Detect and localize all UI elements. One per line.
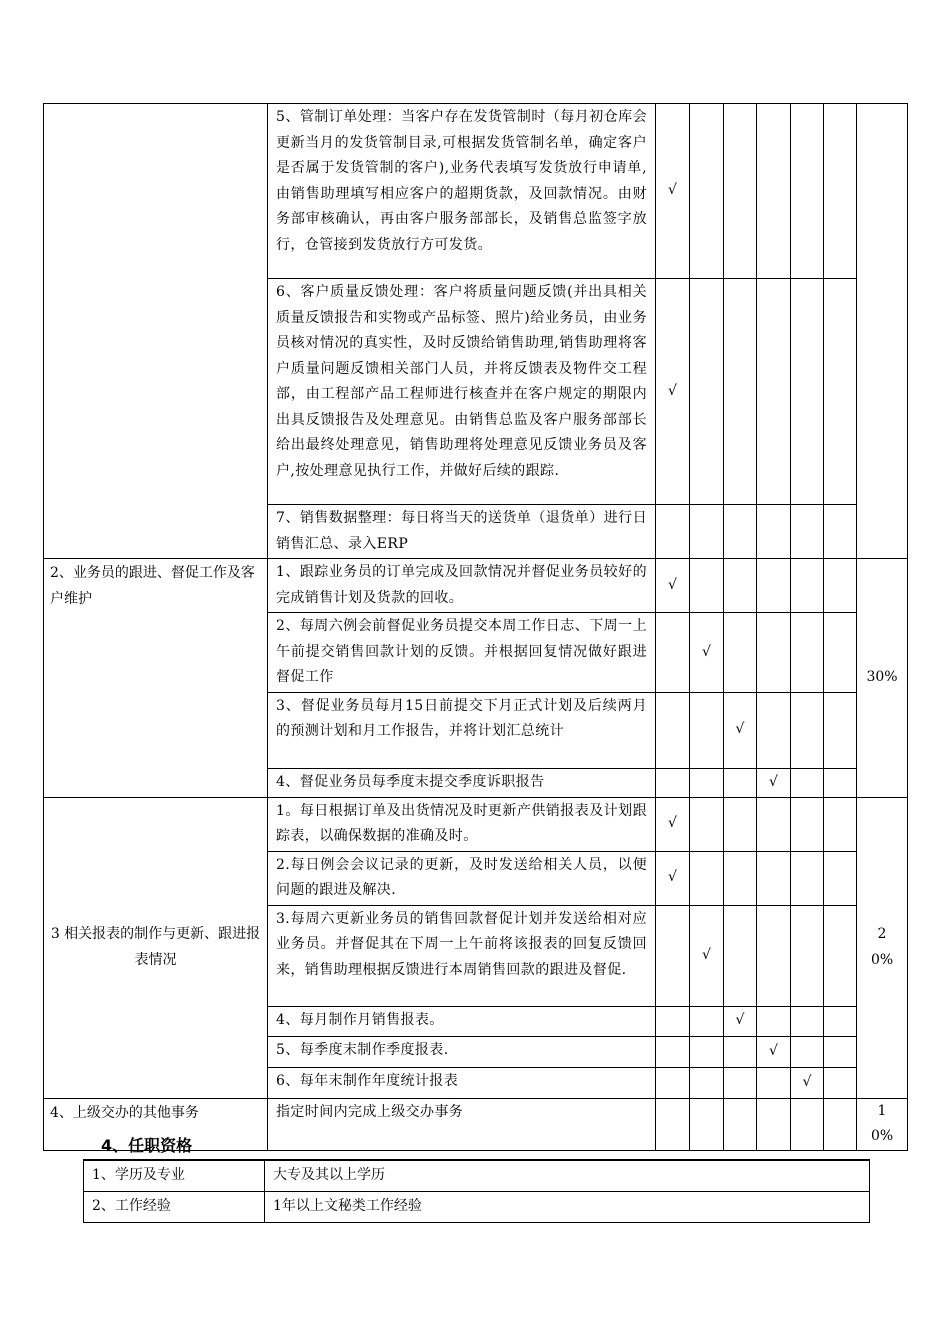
check-cell [791,905,824,1006]
table-row [84,1160,870,1191]
check-mark-icon: √ [702,643,711,660]
check-cell [656,613,690,693]
check-cell [724,1067,757,1098]
check-cell [824,1006,857,1036]
check-cell [724,768,757,797]
check-cell [656,768,690,797]
check-cell [791,797,824,851]
weight-value: 10% [857,1098,908,1150]
check-cell [690,692,724,768]
qualifications-table [83,1159,870,1223]
duty-description: 4、每月制作月销售报表。 [268,1006,656,1036]
check-cell [724,851,757,905]
check-cell [824,797,857,851]
check-cell [690,851,724,905]
check-cell [656,505,690,559]
table-row [44,104,908,279]
weight-cell-empty [857,104,908,559]
check-cell [724,905,757,1006]
duty-description: 6、客户质量反馈处理：客户将质量问题反馈(并出具相关质量反馈报告和实物或产品标签、照片)给业务员，由业务员核对情况的真实性，及时反馈给销售助理,销售助理将客户质量问题反馈相关部门人员，并将反馈表及物件交工程部，由工程部产品工程师进行核查并在客户规定的期限内出具反馈报告及处理意见。由销售总监及客户服务部部长给出最终处理意见，销售助理将处理意见反馈业务员及客户,按处理意见执行工作，并做好后续的跟踪. [268,279,656,505]
check-mark-icon: √ [668,182,677,199]
check-mark-icon: √ [668,869,677,886]
check-cell [690,1067,724,1098]
duty-description: 3.每周六更新业务员的销售回款督促计划并发送给相对应业务员。并督促其在下周一上午前将该报表的回复反馈回来，销售助理根据反馈进行本周销售回款的跟进及督促. [268,905,656,1006]
check-cell [724,505,757,559]
check-cell [656,905,690,1006]
weight-value: 30% [857,559,908,798]
check-cell [791,1098,824,1150]
check-cell [656,797,690,851]
check-cell [690,559,724,613]
table-row [44,797,908,851]
check-cell [724,559,757,613]
check-cell [824,851,857,905]
check-cell [724,692,757,768]
check-cell [690,505,724,559]
check-cell [690,905,724,1006]
check-cell [724,797,757,851]
check-cell [791,1067,824,1098]
check-cell [791,559,824,613]
check-cell [824,905,857,1006]
check-cell [757,559,791,613]
check-mark-icon: √ [769,773,778,790]
check-cell [791,851,824,905]
check-cell [824,559,857,613]
check-cell [656,559,690,613]
check-cell [724,104,757,279]
table-row [44,559,908,613]
duty-description: 1。每日根据订单及出货情况及时更新产供销报表及计划跟踪表，以确保数据的准确及时。 [268,797,656,851]
check-cell [656,851,690,905]
check-cell [791,768,824,797]
check-cell [724,279,757,505]
duty-description: 2、每周六例会前督促业务员提交本周工作日志、下周一上午前提交销售回款计划的反馈。并根据回复情况做好跟进督促工作 [268,613,656,693]
check-cell [824,1036,857,1067]
check-cell [791,613,824,693]
check-cell [724,613,757,693]
check-cell [690,104,724,279]
check-mark-icon: √ [735,721,745,738]
qualification-value: 1年以上文秘类工作经验 [265,1191,870,1222]
qualification-value: 大专及其以上学历 [265,1160,870,1191]
check-cell [757,768,791,797]
check-cell [690,1006,724,1036]
check-cell [690,1098,724,1150]
check-cell [757,279,791,505]
check-cell [791,1036,824,1067]
check-cell [757,851,791,905]
check-cell [724,1036,757,1067]
check-cell [656,1006,690,1036]
check-cell [690,279,724,505]
check-cell [824,1067,857,1098]
duty-description: 4、督促业务员每季度末提交季度诉职报告 [268,768,656,797]
check-cell [824,279,857,505]
check-cell [690,613,724,693]
check-cell [757,1006,791,1036]
check-cell [791,692,824,768]
check-cell [824,692,857,768]
check-cell [757,505,791,559]
check-cell [757,905,791,1006]
check-cell [757,797,791,851]
duty-category: 4、上级交办的其他事务 [44,1098,268,1150]
check-cell [757,692,791,768]
check-cell [757,1098,791,1150]
duty-category: 3 相关报表的制作与更新、跟进报表情况 [44,797,268,1098]
check-cell [791,1006,824,1036]
check-cell [824,613,857,693]
weight-value: 20% [857,797,908,1098]
category-cell-empty [44,104,268,559]
check-cell [656,279,690,505]
check-mark-icon: √ [668,382,677,399]
check-mark-icon: √ [769,1042,778,1059]
check-cell [656,692,690,768]
duty-description: 7、销售数据整理：每日将当天的送货单（退货单）进行日销售汇总、录入ERP [268,505,656,559]
check-cell [690,797,724,851]
duty-description: 3、督促业务员每月15日前提交下月正式计划及后续两月的预测计划和月工作报告，并将计划汇总统计 [268,692,656,768]
duty-description: 5、每季度末制作季度报表. [268,1036,656,1067]
duty-description: 1、跟踪业务员的订单完成及回款情况并督促业务员较好的完成销售计划及货款的回收。 [268,559,656,613]
check-cell [656,104,690,279]
job-duties-table [43,103,908,1151]
check-cell [724,1006,757,1036]
check-cell [690,1036,724,1067]
check-cell [791,279,824,505]
duty-description: 5、管制订单处理：当客户存在发货管制时（每月初仓库会更新当月的发货管制目录,可根据发货管制名单，确定客户是否属于发货管制的客户),业务代表填写发货放行申请单,由销售助理填写相应客户的超期货款，及回款情况。由财务部审核确认，再由客户服务部部长，及销售总监签字放行，仓管接到发货放行方可发货。 [268,104,656,279]
check-cell [824,1098,857,1150]
check-cell [824,104,857,279]
check-cell [690,768,724,797]
check-cell [824,768,857,797]
check-cell [757,1067,791,1098]
check-cell [656,1067,690,1098]
check-cell [656,1036,690,1067]
section-heading: 4、任职资格 [101,1136,193,1155]
check-cell [824,505,857,559]
check-mark-icon: √ [668,576,677,593]
check-mark-icon: √ [668,815,677,832]
duty-description: 指定时间内完成上级交办事务 [268,1098,656,1150]
check-mark-icon: √ [702,946,711,963]
check-cell [757,104,791,279]
qualification-label: 1、学历及专业 [84,1160,265,1191]
check-cell [757,613,791,693]
check-cell [791,505,824,559]
check-cell [791,104,824,279]
check-cell [656,1098,690,1150]
check-mark-icon: √ [735,1012,745,1029]
duty-description: 2.每日例会会议记录的更新，及时发送给相关人员，以便问题的跟进及解决. [268,851,656,905]
duty-description: 6、每年末制作年度统计报表 [268,1067,656,1098]
check-cell [757,1036,791,1067]
check-mark-icon: √ [802,1073,812,1090]
duty-category: 2、业务员的跟进、督促工作及客户维护 [44,559,268,798]
table-row [84,1191,870,1222]
check-cell [724,1098,757,1150]
qualification-label: 2、工作经验 [84,1191,265,1222]
